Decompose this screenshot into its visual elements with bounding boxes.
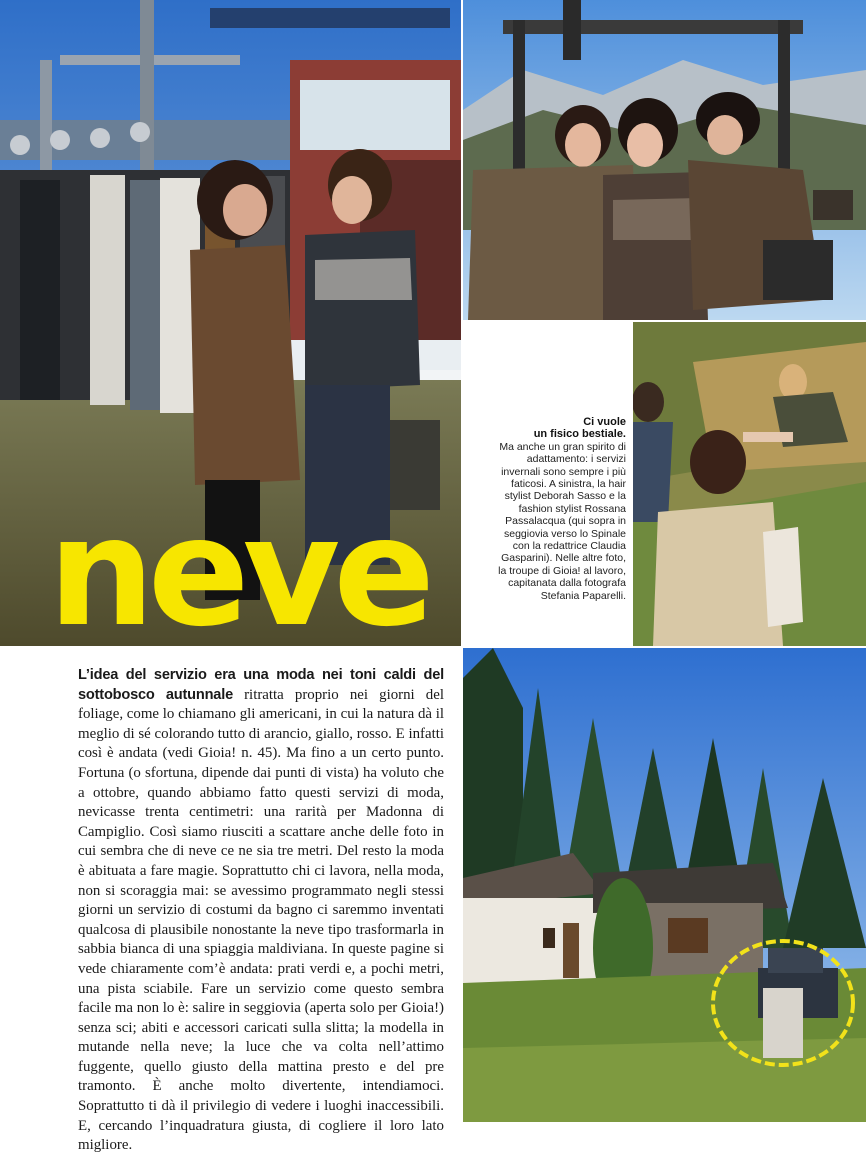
article-text: ritratta proprio nei giorni del foliage, come lo chiamano gli americani, in cui la natura dà il meglio di sé colorando tutto di arancio, giallo, rosso. E infatti così è andata (vedi Gioia! n. 45). Ma fino a un certo punto. Fortuna (o sfortuna, dipende dai punti di vista) ha voluto che a ottobre, quando abbiamo fatto questi servizi di moda, nevicasse trenta centimetri: una rarità per Madonna di Campiglio. Così siamo riusciti a scattare anche delle foto in cui sembra che di neve ce ne sia tre metri. Del resto la moda è abituata a fare magie. Soprattutto chi ci lavora, nella moda, non si scoraggia mai: se avessimo programmato negli stessi giorni un servizio di costumi da bagno ci saremmo inventati qualcosa di plausibile nonostante la neve tipo trasformarla in sabbia bianca di una spiaggia maldiviana. In queste pagine si vede chiaramente com’è andata: prati verdi e, a pochi metri, una pista sciabile. Fare un servizio come questo sembra facile ma non lo è: salire in seggiovia (aperta solo per Gioia!) senza sci; abiti e accessori caricati sulla slitta; la modella in mutande nella neve; la luce che va colta nell’attimo fuggente, quello giusto della mattina presto e del pre tramonto. È anche molto divertente, intendiamoci. Soprattutto ti dà il privilegio di vedere i luoghi inaccessibili. E, cercando l’inquadratura giusta, di cogliere il loro lato migliore. (78, 686, 444, 1154)
article-lead: L’idea del servizio era una moda nei toni caldi del sottobosco autunnale (78, 667, 444, 703)
headline: neve (48, 486, 429, 660)
article-body (78, 666, 444, 1156)
photo-chairlift-three-women (463, 0, 866, 320)
caption-title-line1: Ci vuole (583, 416, 626, 428)
photo-model-on-hillside (633, 322, 866, 646)
photo-caption (498, 416, 626, 602)
caption-title-line2: un fisico bestiale. (533, 428, 626, 441)
photo-mountain-cabin (463, 648, 866, 1122)
caption-body: Ma anche un gran spirito di adattamento: i servizi invernali sono sempre i più faticosi. A sinistra, la hair stylist Deborah Sasso e la fashion stylist Rossana Passalacqua (qui sopra in seggiovia verso lo Spinale con la redattrice Claudia Gasparini). Nelle altre foto, la troupe di Gioia! al lavoro, capitanata dalla fotografa Stefania Paparelli. (498, 440, 626, 602)
